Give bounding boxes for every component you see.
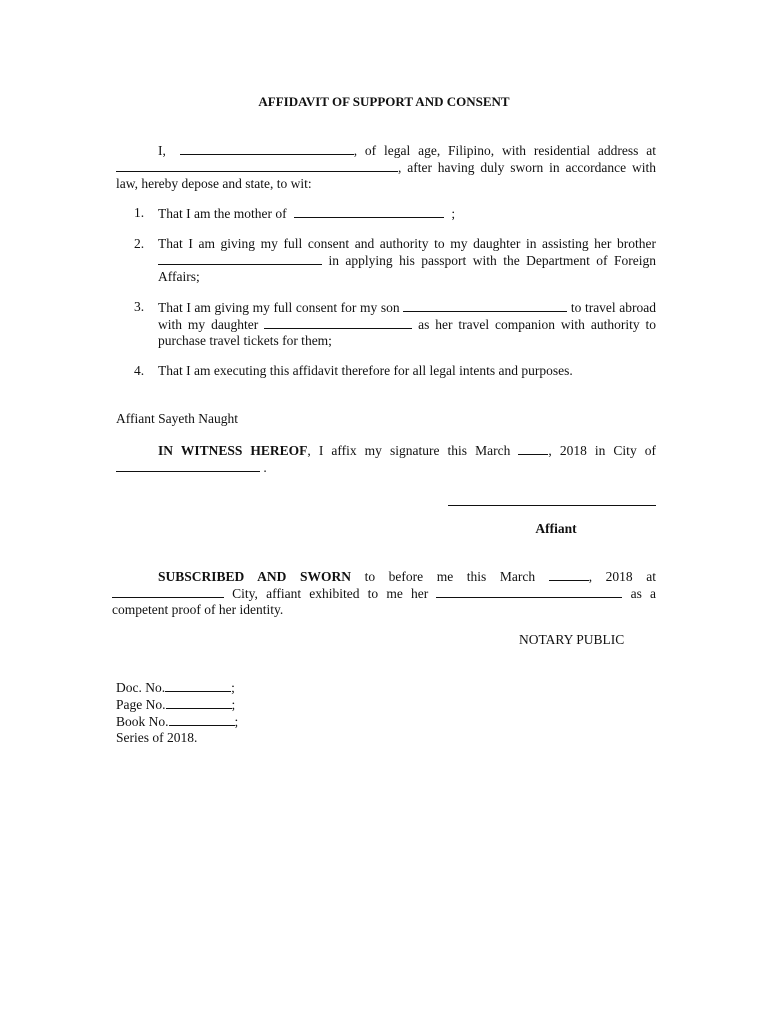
witness-text-c: . <box>263 460 267 475</box>
doc-no-label: Doc. No. <box>116 680 166 695</box>
subscribed-text-b: , 2018 at <box>588 569 657 584</box>
series-row: Series of 2018. <box>116 730 198 745</box>
subscribed-day-blank <box>549 568 589 581</box>
page-no-label: Page No. <box>116 697 166 712</box>
item-number: 3. <box>134 299 145 314</box>
witness-paragraph <box>116 442 656 476</box>
list-item-1 <box>134 205 656 222</box>
subscribed-text-d: as a competent proof of her identity. <box>112 586 656 617</box>
intro-text-2: , of legal age, Filipino, with residential address at <box>353 143 657 158</box>
sayeth-naught: Affiant Sayeth Naught <box>116 411 238 426</box>
witness-heading: IN WITNESS HEREOF <box>158 443 308 458</box>
name-blank <box>180 142 354 155</box>
doc-no-blank <box>165 679 231 692</box>
subscribed-text-c: City, affiant exhibited to me her <box>232 586 429 601</box>
list-item-4 <box>134 363 656 379</box>
item-2-text-a: That I am giving my full consent and authority to my daughter in assisting her brother <box>158 236 656 251</box>
doc-numbers <box>116 679 238 746</box>
list-item-2 <box>134 236 656 285</box>
doc-no-semicolon: ; <box>231 680 235 695</box>
item-3-text-a: That I am giving my full consent for my son <box>158 300 400 315</box>
list-item-3 <box>134 299 656 349</box>
child-name-blank <box>294 205 444 218</box>
item-4-text: That I am executing this affidavit therefore for all legal intents and purposes. <box>158 363 573 378</box>
item-number: 2. <box>134 236 145 251</box>
intro-text-3: , after having duly sworn in accordance with law, hereby depose and state, to wit: <box>116 160 656 191</box>
affiant-label: Affiant <box>535 521 577 536</box>
notary-public-label: NOTARY PUBLIC <box>519 632 625 647</box>
page-no-semicolon: ; <box>231 697 236 712</box>
document-title: AFFIDAVIT OF SUPPORT AND CONSENT <box>258 94 510 109</box>
daughter-name-blank <box>264 316 412 329</box>
book-no-row <box>116 713 238 730</box>
id-proof-blank <box>436 585 622 598</box>
item-number: 4. <box>134 363 145 378</box>
item-1-end: ; <box>451 206 456 221</box>
witness-text-a: , I affix my signature this March <box>307 443 511 458</box>
affiant-signature-line <box>448 505 656 506</box>
page-no-blank <box>166 696 232 709</box>
witness-city-blank <box>116 459 260 472</box>
brother-name-blank <box>158 252 322 265</box>
subscribed-city-blank <box>112 585 224 598</box>
item-3-text-b: to travel abroad with my daughter <box>158 300 657 332</box>
intro-text-1: I, <box>158 143 166 158</box>
subscribed-text-a: to before me this March <box>364 569 536 584</box>
witness-text-b: , 2018 in City of <box>548 443 656 458</box>
address-blank <box>116 159 398 172</box>
book-no-blank <box>169 713 235 726</box>
witness-day-blank <box>518 442 548 455</box>
subscribed-heading: SUBSCRIBED AND SWORN <box>158 569 351 584</box>
item-2-text-b: in applying his passport with the Department of Foreign Affairs; <box>158 253 657 284</box>
item-number: 1. <box>134 205 145 220</box>
item-1-text: That I am the mother of <box>158 206 287 221</box>
book-no-label: Book No. <box>116 714 169 729</box>
son-name-blank <box>403 299 567 312</box>
page-no-row <box>116 696 238 713</box>
intro-paragraph <box>116 142 656 192</box>
book-no-semicolon: ; <box>234 714 239 729</box>
doc-no-row <box>116 679 238 696</box>
subscribed-paragraph <box>112 568 656 618</box>
item-3-text-c: as her travel companion with authority to purchase travel tickets for them; <box>158 317 656 348</box>
